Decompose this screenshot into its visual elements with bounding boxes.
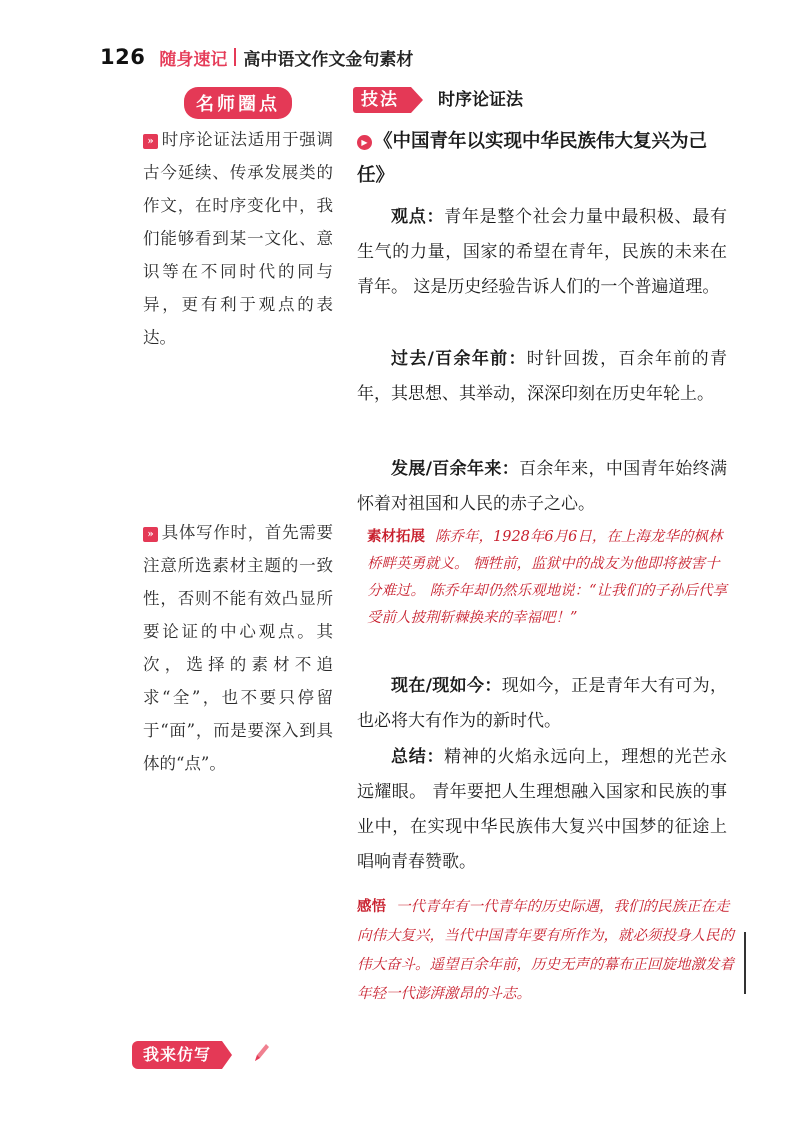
paragraph-label: 过去/百余年前：: [391, 349, 527, 369]
paragraph-label: 总结：: [391, 747, 445, 767]
page-header: [100, 42, 413, 72]
paragraph-viewpoint: [357, 200, 727, 305]
paragraph-label: 现在/现如今：: [391, 676, 502, 696]
imitate-writing-badge: 我来仿写: [132, 1041, 222, 1069]
series-name: 随身速记: [159, 49, 228, 70]
reflection-note: [357, 893, 739, 1009]
reflection-label: 感悟: [357, 899, 386, 915]
paragraph-text: 现如今，正是青年大有可为，也必将大有作为的新时代。: [357, 676, 728, 731]
paragraph-text: 精神的火焰永远向上，理想的光芒永远耀眼。 青年要把人生理想融入国家和民族的事业中，在实现中华民族伟大复兴中国梦的征途上唱响青春赞歌。: [357, 747, 728, 872]
paragraph-text: 青年是整个社会力量中最积极、最有生气的力量，国家的希望在青年，民族的未来在青年。 这是历史经验告诉人们的一个普遍道理。: [357, 207, 728, 297]
reflection-text: 一代青年有一代青年的历史际遇，我们的民族正在走向伟大复兴，当代中国青年要有所作为，就必须投身人民的伟大奋斗。遥望百余年前，历史无声的幕布正回旋地激发着年轻一代澎湃激昂的斗志。: [357, 899, 734, 1002]
margin-mark: [744, 932, 746, 994]
double-arrow-icon: »: [143, 527, 158, 542]
double-arrow-icon: »: [143, 134, 158, 149]
paragraph-text: 时针回拨，百余年前的青年，其思想、其举动，深深印刻在历史年轮上。: [357, 349, 727, 404]
play-icon: ▶: [357, 135, 372, 150]
teacher-note: [143, 123, 333, 354]
teacher-note-text: 时序论证法适用于强调古今延续、传承发展类的作文，在时序变化中，我们能够看到某一文化、意识等在不同时代的同与异，更有利于观点的表达。: [143, 130, 333, 347]
technique-badge: 技法: [353, 87, 411, 113]
teacher-note: [143, 516, 333, 780]
paragraph-summary: [357, 740, 727, 880]
technique-title: 时序论证法: [438, 90, 523, 110]
paragraph-past: [357, 342, 727, 412]
material-expansion-note: [367, 524, 729, 632]
material-text: 陈乔年，1928年6月6日，在上海龙华的枫林桥畔英勇就义。 牺牲前，监狱中的战友为他即将被害十分难过。 陈乔年却仍然乐观地说：“让我们的子孙后代享受前人披荆斩棘换来的幸福吧！”: [367, 529, 728, 626]
paragraph-development: [357, 452, 727, 522]
teacher-note-text: 具体写作时，首先需要注意所选素材主题的一致性，否则不能有效凸显所要论证的中心观点。其次，选择的素材不追求“全”，也不要只停留于“面”，而是要深入到具体的“点”。: [143, 523, 333, 773]
material-label: 素材拓展: [367, 529, 425, 545]
header-divider: [234, 48, 236, 66]
pencil-icon: [251, 1041, 271, 1063]
article-title-text: 《中国青年以实现中华民族伟大复兴为己任》: [357, 131, 708, 186]
book-title: 高中语文作文金句素材: [243, 49, 414, 70]
article-title: [357, 125, 727, 193]
paragraph-label: 发展/百余年来：: [391, 459, 520, 479]
paragraph-label: 观点：: [391, 207, 445, 227]
paragraph-text: 百余年来，中国青年始终满怀着对祖国和人民的赤子之心。: [357, 459, 728, 514]
page-number: 126: [100, 45, 146, 69]
paragraph-present: [357, 669, 727, 739]
teacher-notes-badge: 名师圈点: [184, 87, 292, 119]
